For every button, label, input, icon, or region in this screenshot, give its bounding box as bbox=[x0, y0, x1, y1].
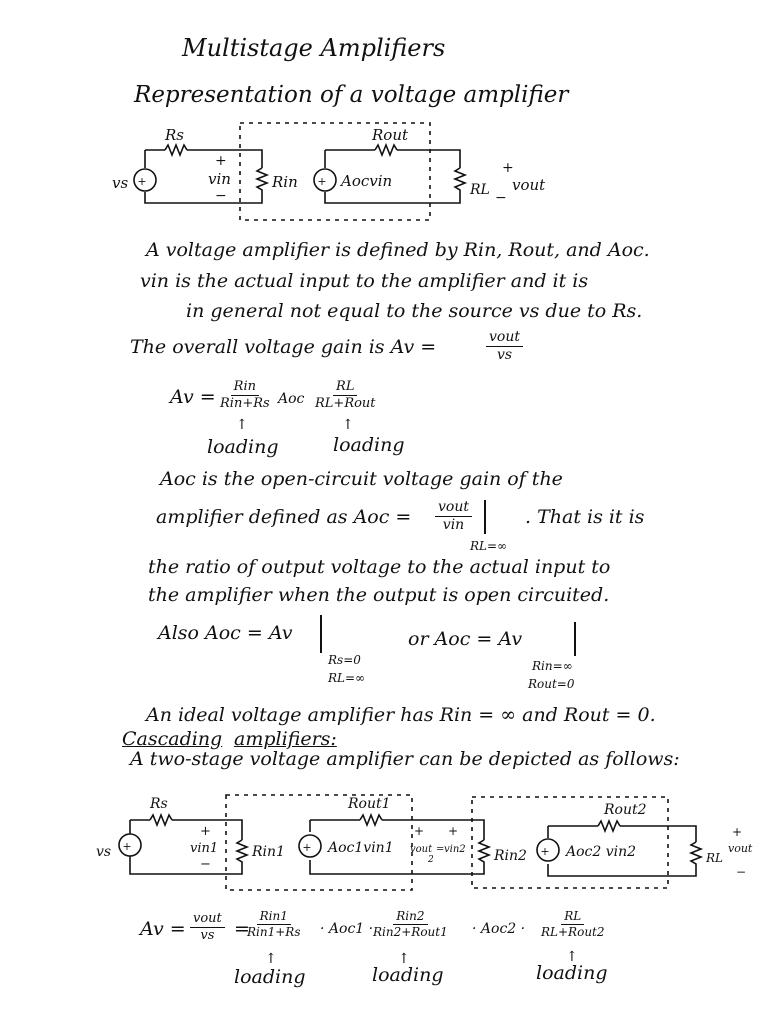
c2-vout-out-minus: − bbox=[736, 865, 747, 879]
arrow-2: ↑ bbox=[342, 417, 354, 433]
c2-label-vout-out: vout bbox=[728, 842, 753, 855]
c2-label-aoc2: Aoc2 vin2 bbox=[566, 844, 637, 860]
c2-label-rin1: Rin1 bbox=[252, 844, 285, 860]
final-frac-1-num: Rin1 bbox=[257, 910, 291, 925]
also-cond1b: RL=∞ bbox=[328, 671, 366, 685]
final-frac-2-num: Rin2 bbox=[393, 910, 427, 925]
cascading-line: A two-stage voltage amplifier can be depicted as follows: bbox=[130, 748, 680, 770]
cascading-heading-a: Cascading bbox=[122, 728, 223, 750]
para2-line2b: . That is it is bbox=[525, 506, 645, 528]
vin-plus: + bbox=[215, 153, 227, 169]
label-rout: Rout bbox=[372, 126, 409, 144]
para1-line1: A voltage amplifier is defined by Rin, Rout, and Aoc. bbox=[146, 239, 650, 261]
c2-label-vin1: vin1 bbox=[190, 841, 219, 856]
para1-line3: in general not equal to the source vs due to Rs. bbox=[186, 300, 643, 322]
final-loading-1: loading bbox=[234, 966, 306, 988]
gain-frac-1-den: Rin+Rs bbox=[220, 395, 270, 411]
final-eq-lhs: Av = bbox=[140, 918, 186, 940]
final-eq-equals: = bbox=[234, 918, 250, 940]
para2-line2a: amplifier defined as Aoc = bbox=[156, 506, 412, 528]
final-frac-3-den: RL+Rout2 bbox=[541, 924, 605, 939]
final-aoc2: · Aoc2 · bbox=[472, 921, 526, 937]
vout-minus: − bbox=[495, 190, 507, 206]
cascading-heading-b: amplifiers: bbox=[234, 728, 337, 750]
source-sign-5: + bbox=[540, 845, 550, 858]
also-or: or Aoc = Av bbox=[408, 628, 523, 650]
ideal-line: An ideal voltage amplifier has Rin = ∞ and Rout = 0. bbox=[146, 704, 656, 726]
label-vin: vin bbox=[208, 170, 231, 188]
final-arrow-1: ↑ bbox=[265, 951, 277, 967]
c2-label-rl: RL bbox=[706, 851, 724, 865]
aoc-def-den: vin bbox=[442, 516, 465, 533]
also-cond1a: Rs=0 bbox=[328, 653, 361, 667]
final-frac-1-den: Rin1+Rs bbox=[247, 924, 301, 939]
gain-frac-2-num: RL bbox=[333, 380, 357, 396]
final-frac-0-num: vout bbox=[190, 912, 225, 928]
c2-vin2-plus: + bbox=[448, 824, 459, 838]
label-rin: Rin bbox=[272, 173, 298, 191]
c2-vout-out-plus: + bbox=[732, 825, 743, 839]
also-cond2a: Rin=∞ bbox=[532, 659, 573, 673]
label-vs: vs bbox=[112, 174, 129, 192]
source-sign-2: + bbox=[317, 175, 327, 188]
arrow-1: ↑ bbox=[236, 417, 248, 433]
aoc-def-num: vout bbox=[435, 500, 472, 517]
c2-label-vs: vs bbox=[96, 844, 112, 860]
final-frac-0 bbox=[190, 912, 225, 942]
final-frac-2-den: Rin2+Rout1 bbox=[373, 924, 448, 939]
loading-label-2: loading bbox=[333, 434, 405, 456]
c2-vin1-plus: + bbox=[200, 824, 211, 839]
source-sign-1: + bbox=[137, 175, 147, 188]
also-lead: Also Aoc = Av bbox=[158, 622, 293, 644]
c2-label-rout2: Rout2 bbox=[604, 802, 647, 818]
c2-sub-2: 2 bbox=[428, 855, 434, 865]
also-cond2b: Rout=0 bbox=[528, 677, 575, 691]
av-frac-num: vout bbox=[486, 330, 523, 347]
c2-vin1-minus: − bbox=[200, 857, 211, 872]
final-arrow-3: ↑ bbox=[566, 949, 578, 965]
c2-label-aoc1: Aoc1vin1 bbox=[328, 840, 394, 856]
gain-aoc: Aoc bbox=[278, 391, 305, 407]
rout2-resistor bbox=[598, 821, 620, 831]
rs-resistor-2 bbox=[150, 815, 172, 825]
final-frac-0-den: vs bbox=[200, 927, 215, 943]
c2-label-vin2: vin2 bbox=[444, 844, 466, 855]
source-sign-4: + bbox=[302, 841, 312, 854]
c2-label-rout1: Rout1 bbox=[348, 796, 391, 812]
label-rs: Rs bbox=[165, 126, 184, 144]
av-frac-den: vs bbox=[496, 346, 513, 363]
label-vout: vout bbox=[512, 176, 546, 194]
final-loading-2: loading bbox=[372, 964, 444, 986]
c2-label-vout-mid: vout bbox=[410, 844, 433, 855]
final-frac-2 bbox=[370, 910, 451, 938]
final-frac-3 bbox=[538, 910, 608, 938]
para2-line4: the amplifier when the output is open circuited. bbox=[148, 584, 610, 606]
final-frac-3-num: RL bbox=[561, 910, 584, 925]
c2-label-rs: Rs bbox=[150, 796, 168, 812]
final-loading-3: loading bbox=[536, 962, 608, 984]
vin-minus: − bbox=[215, 188, 227, 204]
rout1-resistor bbox=[360, 815, 382, 825]
c2-label-rin2: Rin2 bbox=[494, 848, 527, 864]
gain-frac-1-num: Rin bbox=[231, 380, 259, 396]
source-sign-3: + bbox=[122, 840, 132, 853]
c2-eq-mid: = bbox=[436, 844, 445, 855]
final-arrow-2: ↑ bbox=[398, 951, 410, 967]
aoc-def-cond: RL=∞ bbox=[470, 539, 508, 553]
final-aoc1: · Aoc1 · bbox=[320, 921, 374, 937]
gain-frac-2-den: RL+Rout bbox=[315, 395, 376, 411]
page-title: Multistage Amplifiers bbox=[182, 34, 446, 62]
para2-line1: Aoc is the open-circuit voltage gain of the bbox=[160, 468, 563, 490]
label-rl: RL bbox=[470, 182, 490, 198]
label-aoc-vin: Aocvin bbox=[341, 172, 393, 190]
para1-line2: vin is the actual input to the amplifier and it is bbox=[140, 270, 589, 292]
para1-line4: The overall voltage gain is Av = bbox=[130, 336, 437, 358]
section-subtitle: Representation of a voltage amplifier bbox=[134, 82, 569, 108]
gain-eq-lhs: Av = bbox=[170, 386, 216, 408]
para2-line3: the ratio of output voltage to the actual input to bbox=[148, 556, 611, 578]
c2-vout-plus: + bbox=[414, 824, 425, 838]
loading-label-1: loading bbox=[207, 436, 279, 458]
vout-plus: + bbox=[502, 160, 514, 176]
final-frac-1 bbox=[244, 910, 303, 938]
